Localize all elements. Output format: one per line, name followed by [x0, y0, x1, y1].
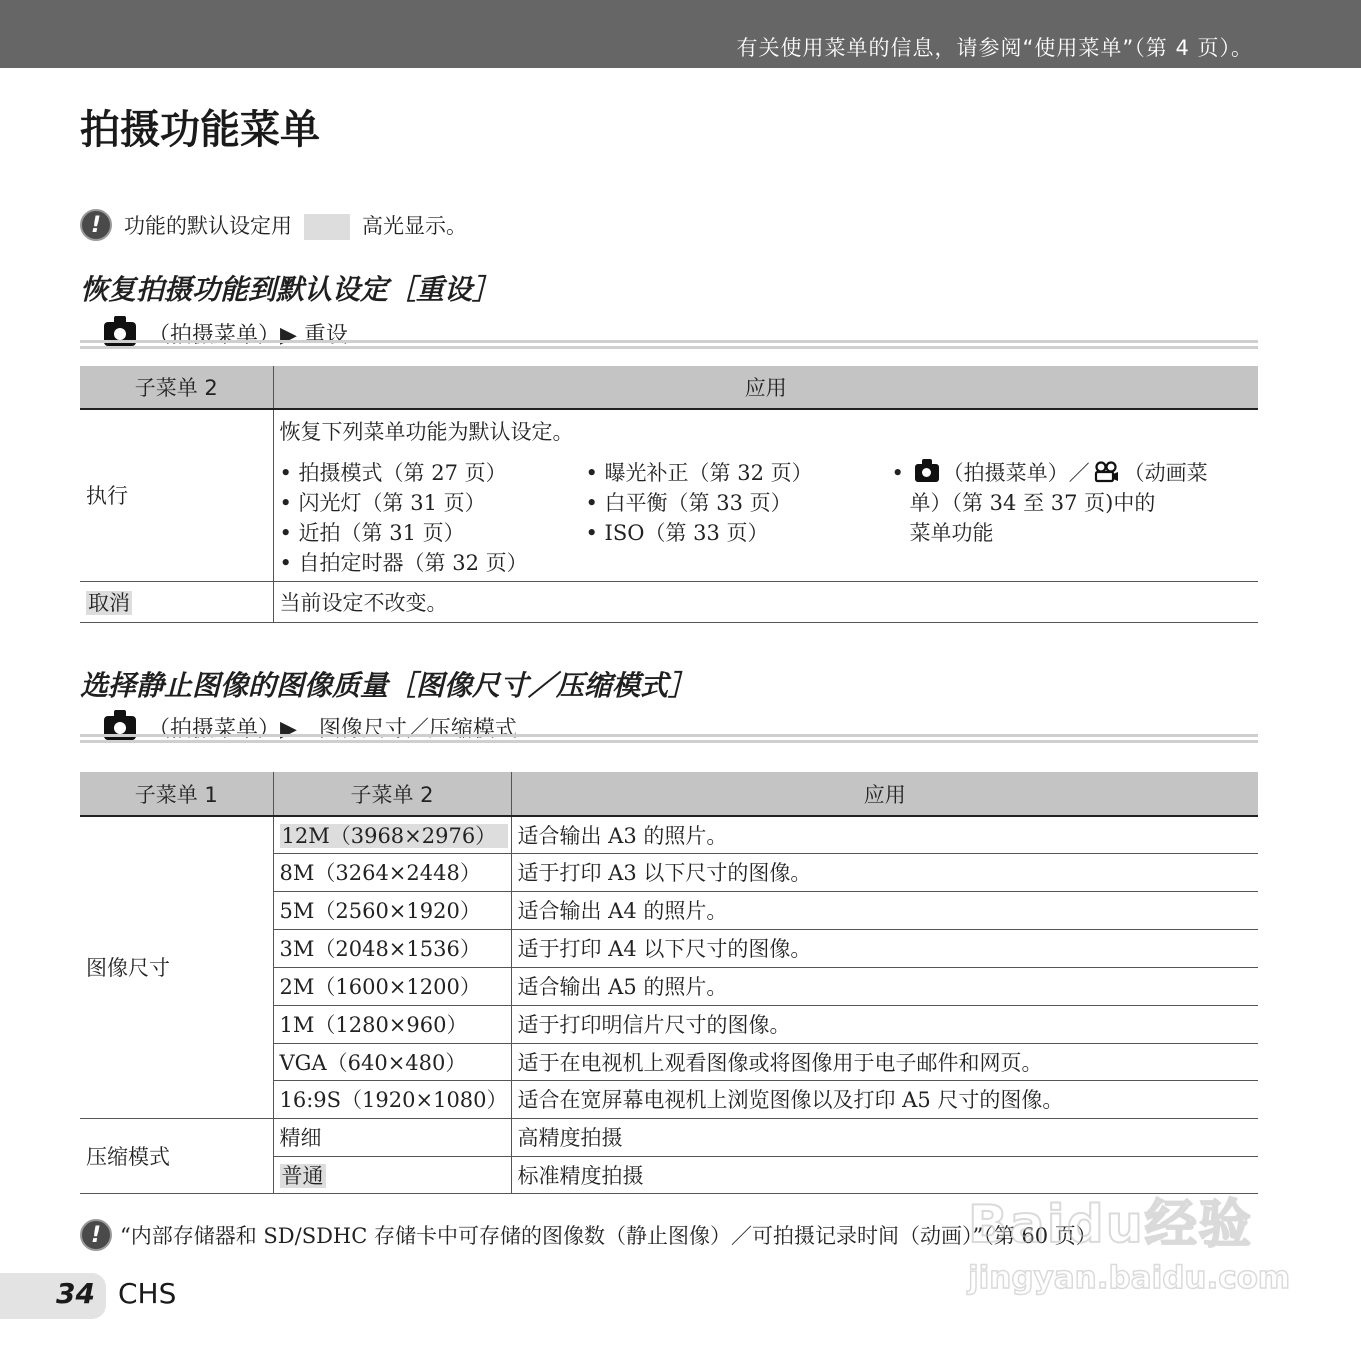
- application-cell: 适合输出 A3 的照片。: [511, 816, 1258, 853]
- reset-items-col2: [586, 458, 892, 578]
- application-cell: 适合输出 A4 的照片。: [511, 891, 1258, 929]
- default-highlight: 取消: [88, 590, 130, 615]
- application-cell: 适合在宽屏幕电视机上浏览图像以及打印 A5 尺寸的图像。: [511, 1080, 1258, 1118]
- language-code: CHS: [118, 1277, 177, 1310]
- table-row: [80, 581, 1258, 622]
- movie-camera-icon: [1094, 461, 1120, 483]
- table-row: [80, 409, 1258, 581]
- submenu1-cell: 压缩模式: [80, 1118, 273, 1193]
- reset-items-col1: [280, 458, 586, 578]
- watermark-url: jingyan.baidu.com: [968, 1260, 1291, 1296]
- watermark-brand: Baidu经验: [968, 1195, 1253, 1255]
- list-item: • 拍摄模式（第 27 页）: [279, 461, 507, 485]
- reset-table: [80, 366, 1258, 623]
- submenu2-cell: 3M（2048×1536）: [273, 929, 511, 967]
- menu-path-text: （拍摄菜单）▶ 图像尺寸／压缩模式: [148, 717, 517, 742]
- reset-item-list: [280, 458, 1259, 578]
- submenu2-cell: 16:9S（1920×1080）: [273, 1080, 511, 1118]
- caution-icon: !: [80, 1219, 112, 1251]
- list-item: • ISO（第 33 页）: [585, 521, 769, 545]
- table-row: [80, 1118, 1258, 1156]
- top-banner: [0, 0, 1361, 68]
- default-highlight: 12M（3968×2976）: [280, 824, 509, 848]
- note-text-after: 高光显示。: [362, 213, 467, 238]
- default-highlight: 普通: [281, 1163, 324, 1188]
- column-header: 子菜单 2: [80, 366, 273, 409]
- application-cell: [273, 409, 1258, 581]
- section-heading-image-quality: 选择静止图像的图像质量［图像尺寸／压缩模式］: [80, 669, 697, 702]
- image-quality-table: [80, 772, 1258, 1194]
- section-heading-reset: 恢复拍摄功能到默认设定［重设］: [80, 273, 501, 306]
- menu-usage-notice: 有关使用菜单的信息，请参阅“使用菜单”（第 4 页）。: [736, 36, 1253, 60]
- baidu-watermark: [968, 1160, 1291, 1310]
- note-text-before: 功能的默认设定用: [124, 213, 292, 238]
- storage-capacity-note: [80, 1219, 1097, 1251]
- list-item: • （拍摄菜单）／ （动画菜: [891, 461, 1208, 485]
- submenu2-cell: 1M（1280×960）: [273, 1005, 511, 1043]
- application-cell: 当前设定不改变。: [273, 581, 1258, 622]
- submenu-cell: 执行: [80, 409, 273, 581]
- submenu2-cell: VGA（640×480）: [273, 1043, 511, 1080]
- table-header-row: [80, 366, 1258, 409]
- submenu1-cell: 图像尺寸: [80, 816, 273, 1118]
- list-item: • 曝光补正（第 32 页）: [585, 461, 813, 485]
- submenu2-cell: 5M（2560×1920）: [273, 891, 511, 929]
- column-header: 应用: [511, 772, 1258, 816]
- note-text: “内部存储器和 SD/SDHC 存储卡中可存储的图像数（静止图像）／可拍摄记录时间（动画）”（第 60 页）: [120, 1224, 1097, 1248]
- column-header: 应用: [273, 366, 1258, 409]
- application-cell: 高精度拍摄: [511, 1118, 1258, 1156]
- camera-icon: [915, 464, 939, 482]
- submenu2-cell: 精细: [273, 1118, 511, 1156]
- section-divider: [80, 734, 1258, 743]
- table-header-row: [80, 772, 1258, 816]
- reset-items-col3: [892, 458, 1208, 578]
- reset-intro: 恢复下列菜单功能为默认设定。: [279, 420, 574, 444]
- application-cell: 适于打印 A4 以下尺寸的图像。: [511, 929, 1258, 967]
- application-cell: 适合输出 A5 的照片。: [511, 967, 1258, 1005]
- application-cell: 适于打印明信片尺寸的图像。: [511, 1005, 1258, 1043]
- list-item: • 近拍（第 31 页）: [279, 521, 465, 545]
- submenu2-cell: 8M（3264×2448）: [273, 853, 511, 891]
- application-cell: 适于打印 A3 以下尺寸的图像。: [511, 853, 1258, 891]
- caution-icon: !: [80, 209, 112, 241]
- section-divider: [80, 340, 1258, 349]
- page-number: 34: [56, 1277, 95, 1310]
- highlight-swatch: [304, 214, 350, 240]
- column-header: 子菜单 2: [273, 772, 511, 816]
- list-item: • 自拍定时器（第 32 页）: [279, 551, 528, 575]
- list-item: • 闪光灯（第 31 页）: [279, 491, 486, 515]
- default-setting-note: [80, 209, 467, 241]
- application-cell: 适于在电视机上观看图像或将图像用于电子邮件和网页。: [511, 1043, 1258, 1080]
- application-cell: 标准精度拍摄: [511, 1156, 1258, 1193]
- submenu2-cell: 2M（1600×1200）: [273, 967, 511, 1005]
- page-title: 拍摄功能菜单: [80, 107, 320, 153]
- menu-path-text: （拍摄菜单）▶ 重设: [148, 323, 348, 348]
- list-item: • 白平衡（第 33 页）: [585, 491, 792, 515]
- column-header: 子菜单 1: [80, 772, 273, 816]
- list-item-continued: 单）（第 34 至 37 页)中的: [909, 491, 1156, 515]
- list-item-continued: 菜单功能: [909, 521, 994, 545]
- table-row: [80, 816, 1258, 853]
